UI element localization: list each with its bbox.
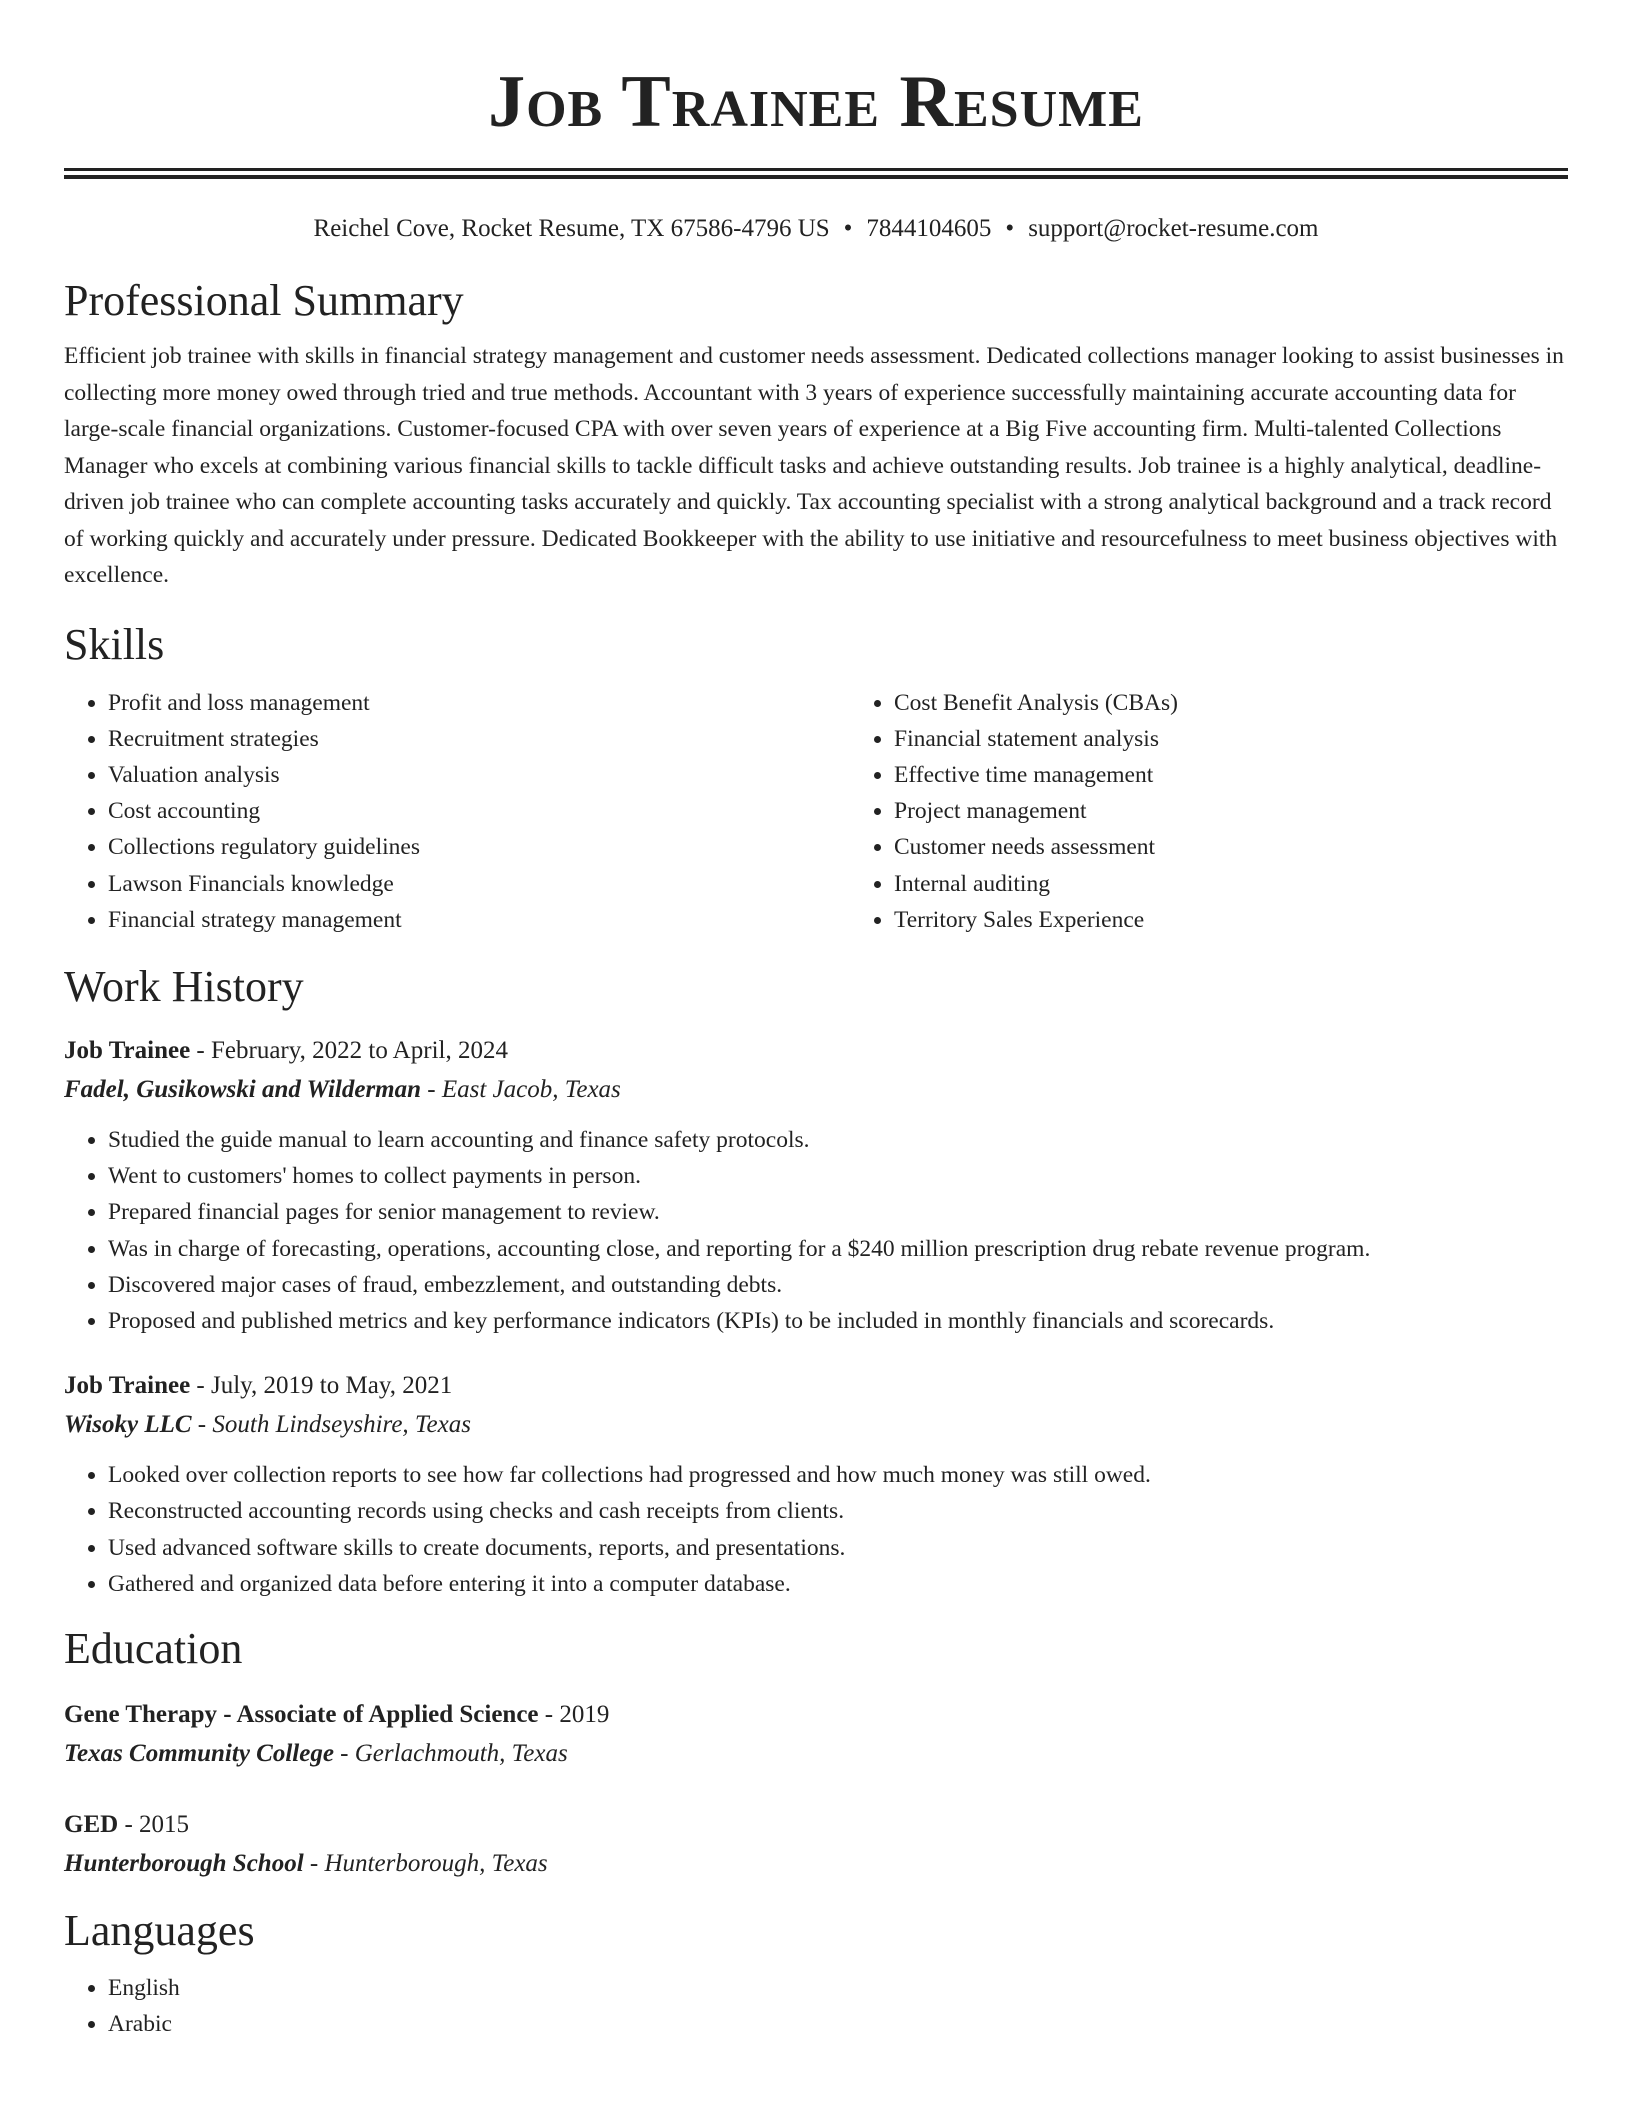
skill-item: • Cost Benefit Analysis (CBAs) [894, 685, 1632, 721]
job-company: Fadel, Gusikowski and Wilderman [64, 1075, 422, 1103]
education-school-line [64, 1844, 1568, 1884]
job-entry [64, 1032, 1568, 1339]
education-school: Texas Community College [64, 1739, 334, 1767]
job-employer [64, 1070, 1568, 1110]
education-school: Hunterborough School [64, 1849, 304, 1877]
languages-list [64, 1970, 1568, 2042]
education-header [64, 1696, 1568, 1734]
contact-phone: 7844104605 [866, 215, 992, 242]
language-item: • Arabic [108, 2006, 1568, 2042]
job-bullets [64, 1457, 1568, 1602]
job-dates: - July, 2019 to May, 2021 [190, 1372, 453, 1400]
skill-item: • Lawson Financials knowledge [108, 866, 850, 902]
skills-heading: Skills [64, 619, 165, 669]
language-item: • English [108, 1970, 1568, 2006]
skill-item: • Collections regulatory guidelines [108, 829, 850, 865]
education-year: - 2015 [118, 1810, 190, 1838]
summary-text: Efficient job trainee with skills in financial strategy management and customer needs assessment. Dedicated collections manager looking to assist businesses in collecting more money owed through tried and true methods. Accountant with 3 years of experience successfully maintaining accurate accounting data for large-scale financial organizations. Customer-focused CPA with over seven years of experience at a Big Five accounting firm. Multi-talented Collections Manager who excels at combining various financial skills to tackle difficult tasks and achieve outstanding results. Job trainee is a highly analytical, deadline-driven job trainee who can complete accounting tasks accurately and quickly. Tax accounting specialist with a strong analytical background and a track record of working quickly and accurately under pressure. Dedicated Bookkeeper with the ability to use initiative and resourcefulness to meet business objectives with excellence. [64, 343, 1564, 588]
education-entry [64, 1806, 1568, 1884]
education-header [64, 1806, 1568, 1844]
job-bullet: • Looked over collection reports to see how far collections had progressed and how much money was still owed. [108, 1457, 1568, 1493]
education-degree: GED [64, 1810, 119, 1838]
job-location: - South Lindseyshire, Texas [191, 1411, 471, 1439]
job-entry [64, 1367, 1568, 1602]
job-bullet: • Reconstructed accounting records using checks and cash receipts from clients. [108, 1493, 1568, 1529]
education-location: - Gerlachmouth, Texas [333, 1739, 568, 1767]
job-location: - East Jacob, Texas [421, 1075, 621, 1103]
contact-separator: • [843, 215, 853, 242]
skill-item: • Effective time management [894, 757, 1632, 793]
job-dates: - February, 2022 to April, 2024 [190, 1036, 508, 1064]
job-title: Job Trainee [64, 1372, 191, 1400]
education-location: - Hunterborough, Texas [303, 1849, 548, 1877]
job-bullet: • Proposed and published metrics and key performance indicators (KPIs) to be included in monthly financials and scorecards. [108, 1303, 1568, 1339]
job-company: Wisoky LLC [64, 1411, 192, 1439]
contact-email: support@rocket-resume.com [1028, 215, 1319, 242]
skill-item: • Profit and loss management [108, 685, 850, 721]
skills-columns [64, 685, 1568, 938]
skill-item: • Internal auditing [894, 866, 1632, 902]
skill-item: • Valuation analysis [108, 757, 850, 793]
skill-item: • Financial statement analysis [894, 721, 1632, 757]
skills-list-right [850, 685, 1632, 938]
skill-item: • Cost accounting [108, 793, 850, 829]
education-heading: Education [64, 1623, 243, 1673]
job-bullet: • Was in charge of forecasting, operations, accounting close, and reporting for a $240 million prescription drug rebate revenue program. [108, 1231, 1568, 1267]
job-bullet: • Used advanced software skills to create documents, reports, and presentations. [108, 1530, 1568, 1566]
education-degree: Gene Therapy - Associate of Applied Science [64, 1700, 539, 1728]
job-bullet: • Prepared financial pages for senior management to review. [108, 1194, 1568, 1230]
education-entry [64, 1696, 1568, 1774]
job-bullet: • Studied the guide manual to learn accounting and finance safety protocols. [108, 1122, 1568, 1158]
resume-title: Job Trainee Resume [488, 61, 1144, 143]
skill-item: • Financial strategy management [108, 902, 850, 938]
skill-item: • Recruitment strategies [108, 721, 850, 757]
job-bullet: • Went to customers' homes to collect payments in person. [108, 1158, 1568, 1194]
job-title: Job Trainee [64, 1036, 191, 1064]
skill-item: • Territory Sales Experience [894, 902, 1632, 938]
summary-heading: Professional Summary [64, 276, 464, 325]
job-header [64, 1032, 1568, 1070]
job-employer [64, 1405, 1568, 1445]
job-bullet: • Discovered major cases of fraud, embezzlement, and outstanding debts. [108, 1267, 1568, 1303]
contact-address: Reichel Cove, Rocket Resume, TX 67586-4796 US [313, 215, 830, 242]
skill-item: • Customer needs assessment [894, 829, 1632, 865]
work-history-heading: Work History [64, 961, 304, 1011]
job-bullets [64, 1122, 1568, 1339]
education-school-line [64, 1734, 1568, 1774]
skill-item: • Project management [894, 793, 1632, 829]
contact-line [64, 214, 1568, 244]
title-divider [64, 168, 1568, 179]
job-bullet: • Gathered and organized data before entering it into a computer database. [108, 1566, 1568, 1602]
skills-list-left [64, 685, 850, 938]
contact-separator: • [1005, 215, 1015, 242]
education-year: - 2019 [538, 1700, 610, 1728]
languages-heading: Languages [64, 1905, 255, 1955]
job-header [64, 1367, 1568, 1405]
